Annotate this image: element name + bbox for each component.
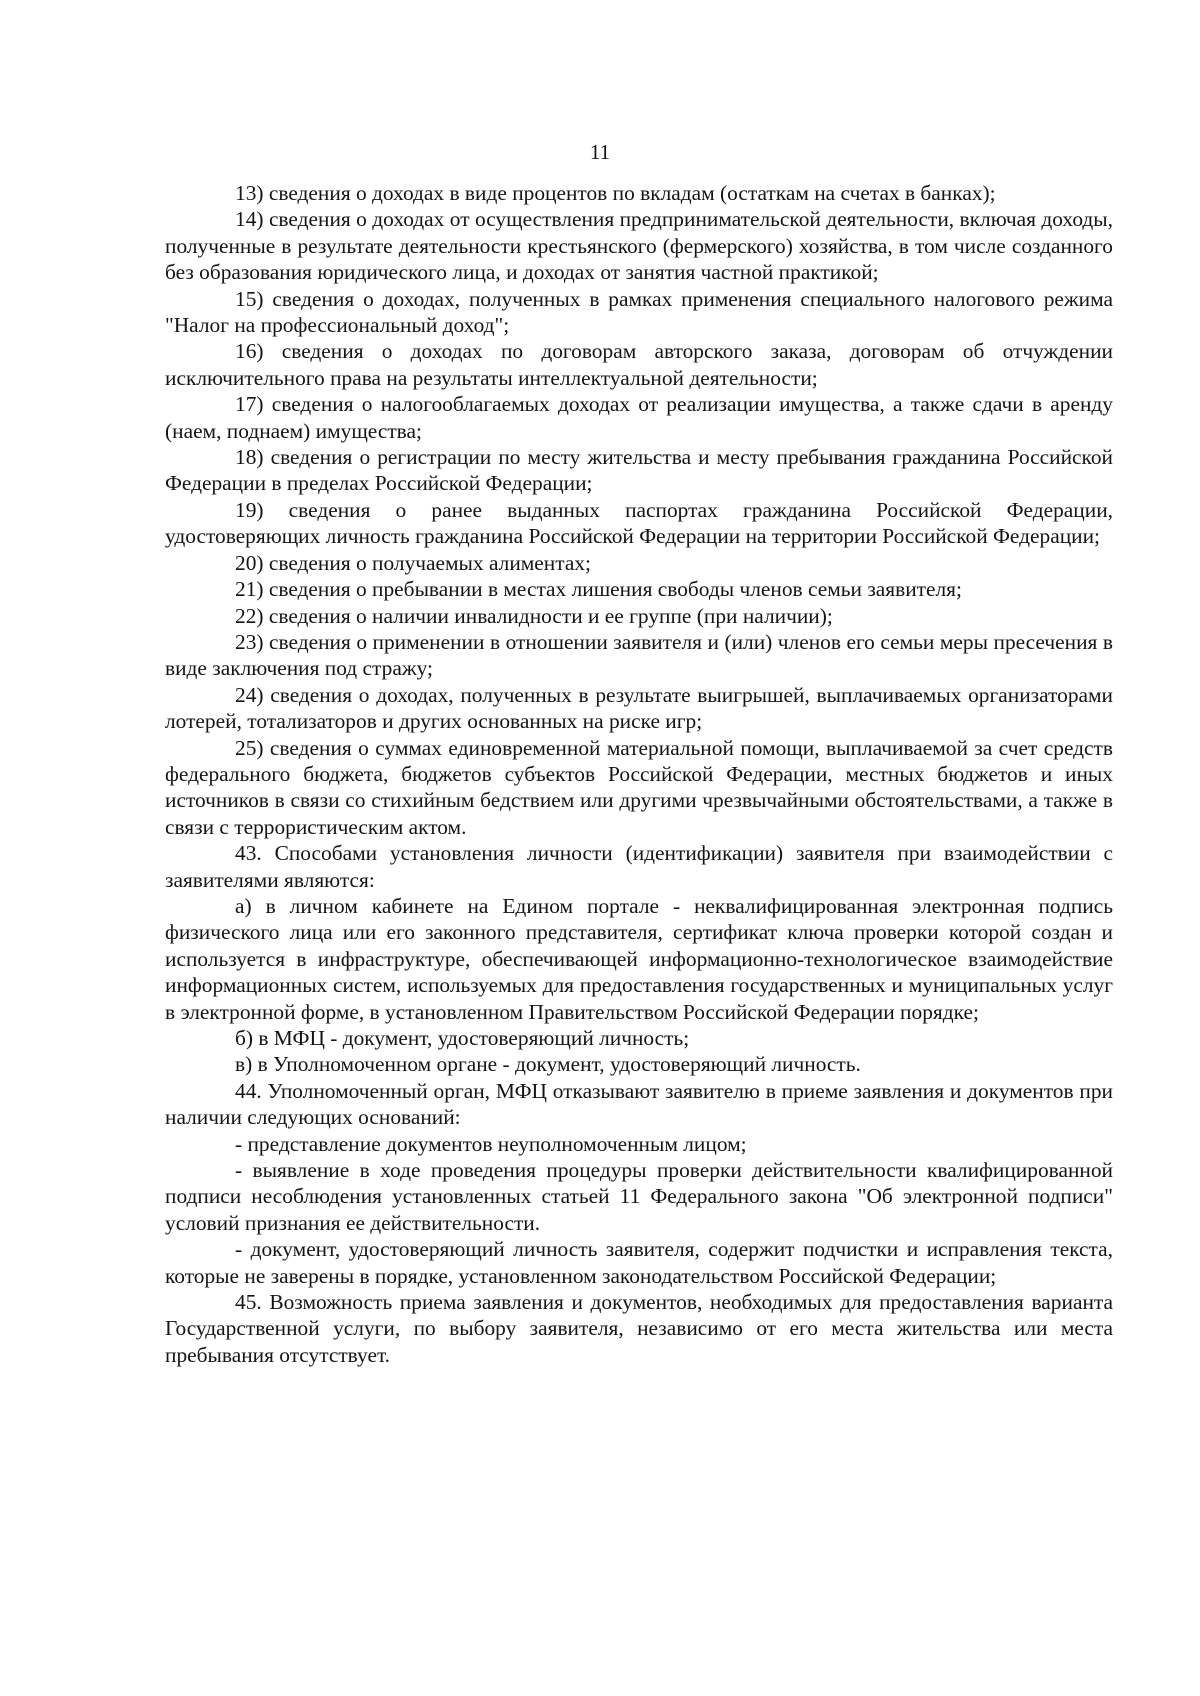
paragraph-item-14: 14) сведения о доходах от осуществления предпринимательской деятельности, включая доходы, полученные в результате деятельности крестьянского (фермерского) хозяйства, в том числе созданного без образования юридического лица, и доходах от занятия частной практикой; [165, 207, 1113, 285]
paragraph-item-18: 18) сведения о регистрации по месту жительства и месту пребывания гражданина Российской Федерации в пределах Российской Федерации; [165, 445, 1113, 496]
paragraph-item-21: 21) сведения о пребывании в местах лишения свободы членов семьи заявителя; [235, 577, 962, 602]
paragraph-item-15: 15) сведения о доходах, полученных в рамках применения специального налогового режима "Налог на профессиональный доход"; [165, 286, 1113, 338]
paragraph-item-17: 17) сведения о налогооблагаемых доходах от реализации имущества, а также сдачи в аренду (наем, поднаем) имущества; [165, 392, 1113, 443]
paragraph-item-22: 22) сведения о наличии инвалидности и ее группе (при наличии); [235, 603, 833, 628]
paragraph-item-25: 25) сведения о суммах единовременной материальной помощи, выплачиваемой за счет средств федерального бюджета, бюджетов субъектов Российской Федерации, местных бюджетов и иных источников в связи со стихийным бедствием или другими чрезвычайными обстоятельствами, а также в связи с террористическим актом. [165, 735, 1113, 839]
paragraph-clause-43-b: б) в МФЦ - документ, удостоверяющий личность; [235, 1026, 690, 1050]
paragraph-item-20: 20) сведения о получаемых алиментах; [235, 550, 591, 575]
paragraph-clause-43: 43. Способами установления личности (идентификации) заявителя при взаимодействии с заявителями являются: [165, 841, 1113, 892]
paragraph-item-24: 24) сведения о доходах, полученных в результате выигрышей, выплачиваемых организаторами лотерей, тотализаторов и других основанных на риске игр; [165, 682, 1113, 734]
paragraph-item-13: 13) сведения о доходах в виде процентов по вкладам (остаткам на счетах в банках); [235, 181, 996, 205]
document-body [165, 180, 1113, 1368]
paragraph-clause-43-a: а) в личном кабинете на Едином портале - неквалифицированная электронная подпись физического лица или его законного представителя, сертификат ключа проверки которой создан и используется в инфраструктуре, обеспечивающей информационно-технологическое взаимодействие информационных систем, используемых для предоставления государственных и муниципальных услуг в электронной форме, в установленном Правительством Российской Федерации порядке; [165, 893, 1113, 1024]
paragraph-clause-43-c: в) в Уполномоченном органе - документ, удостоверяющий личность. [235, 1052, 861, 1077]
paragraph-clause-44-dash-1: - представление документов неуполномоченным лицом; [235, 1131, 747, 1156]
paragraph-clause-44-dash-2: - выявление в ходе проведения процедуры проверки действительности квалифицированной подписи несоблюдения установленных статьей 11 Федерального закона "Об электронной подписи" условий признания ее действительности. [165, 1158, 1113, 1235]
paragraph-clause-45: 45. Возможность приема заявления и документов, необходимых для предоставления варианта Государственной услуги, по выбору заявителя, независимо от его места жительства или места пребывания отсутствует. [165, 1290, 1113, 1367]
paragraph-clause-44: 44. Уполномоченный орган, МФЦ отказывают заявителю в приеме заявления и документов при наличии следующих оснований: [165, 1078, 1113, 1130]
paragraph-item-19: 19) сведения о ранее выданных паспортах гражданина Российской Федерации, удостоверяющих личность гражданина Российской Федерации на территории Российской Федерации; [165, 497, 1113, 549]
paragraph-clause-44-dash-3: - документ, удостоверяющий личность заявителя, содержит подчистки и исправления текста, которые не заверены в порядке, установленном законодательством Российской Федерации; [165, 1237, 1113, 1288]
paragraph-item-23: 23) сведения о применении в отношении заявителя и (или) членов его семьи меры пресечения в виде заключения под стражу; [165, 629, 1113, 681]
page-number: 11 [589, 140, 611, 164]
paragraph-item-16: 16) сведения о доходах по договорам авторского заказа, договорам об отчуждении исключительного права на результаты интеллектуальной деятельности; [165, 339, 1113, 390]
